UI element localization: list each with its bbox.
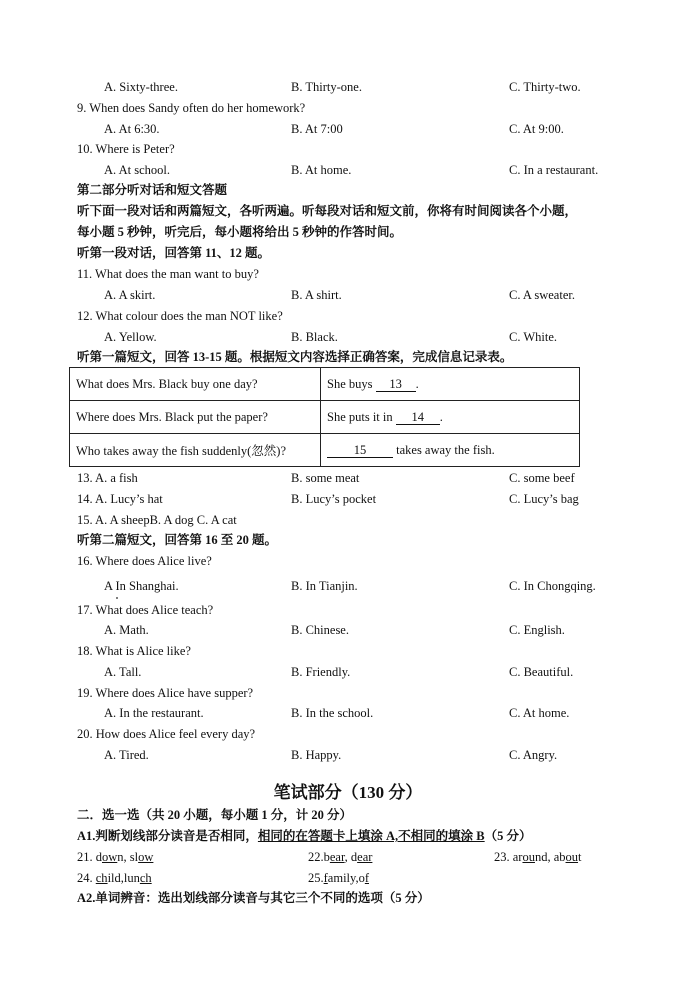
- answer-blank-13: 13: [376, 377, 416, 392]
- q16-option-b: B. In Tianjin.: [291, 579, 358, 593]
- table-question-cell: Where does Mrs. Black put the paper?: [70, 401, 321, 434]
- q19-stem: 19. Where does Alice have supper?: [77, 686, 254, 700]
- q9-option-a: A. At 6:30.: [104, 122, 160, 136]
- q20-option-c: C. Angry.: [509, 748, 558, 762]
- q19-option-a: A. In the restaurant.: [104, 706, 204, 720]
- q23: 23. around, about: [494, 850, 582, 864]
- table-row: [70, 401, 580, 434]
- dialog-heading: 听第一段对话，回答第 11、12 题。: [77, 246, 271, 260]
- a1-head: A1.判断划线部分读音是否相同，: [77, 829, 258, 843]
- table-question-cell: What does Mrs. Black buy one day?: [70, 368, 321, 401]
- table-answer-cell: [321, 401, 580, 434]
- q13-option-c: C. some beef: [509, 471, 575, 485]
- q17-option-c: C. English.: [509, 623, 565, 637]
- a1-tail: （5 分）: [484, 829, 532, 843]
- q10-option-c: C. In a restaurant.: [509, 163, 599, 177]
- q8-option-a: A. Sixty-three.: [104, 80, 178, 94]
- q19-option-b: B. In the school.: [291, 706, 374, 720]
- table-answer-cell: [321, 368, 580, 401]
- q13-option-b: B. some meat: [291, 471, 360, 485]
- answer-blank-14: 14: [396, 410, 440, 425]
- q12-option-c: C. White.: [509, 330, 558, 344]
- q18-option-c: C. Beautiful.: [509, 665, 574, 679]
- a1-instruction: [77, 828, 532, 844]
- q11-option-c: C. A sweater.: [509, 288, 575, 302]
- q13-option-a: 13. A. a fish: [77, 471, 138, 485]
- answer-suffix: takes away the fish.: [393, 442, 495, 457]
- part2-heading: 第二部分听对话和短文答题: [77, 183, 228, 197]
- q24: 24. child,lunch: [77, 871, 152, 885]
- table-question-cell: Who takes away the fish suddenly(忽然)?: [70, 434, 321, 467]
- answer-prefix: She puts it in: [327, 409, 396, 424]
- section2-heading: 二．选一选（共 20 小题，每小题 1 分，计 20 分）: [77, 808, 353, 822]
- q11-option-a: A. A skirt.: [104, 288, 156, 302]
- answer-suffix: .: [439, 409, 443, 424]
- passage1-heading: 听第一篇短文，回答 13-15 题。根据短文内容选择正确答案，完成信息记录表。: [77, 350, 513, 364]
- q17-option-a: A. Math.: [104, 623, 149, 637]
- q9-option-b: B. At 7:00: [291, 122, 343, 136]
- q18-option-a: A. Tall.: [104, 665, 142, 679]
- a2-instruction: A2.单词辨音：选出划线部分读音与其它三个不同的选项（5 分）: [77, 891, 430, 905]
- q12-stem: 12. What colour does the man NOT like?: [77, 309, 283, 323]
- q8-option-c: C. Thirty-two.: [509, 80, 581, 94]
- a1-underlined: 相同的在答题卡上填涂 A,不相同的填涂 B: [257, 829, 485, 843]
- passage2-heading: 听第二篇短文，回答第 16 至 20 题。: [77, 533, 278, 547]
- q10-stem: 10. Where is Peter?: [77, 142, 175, 156]
- q17-option-b: B. Chinese.: [291, 623, 349, 637]
- q15-options: 15. A. A sheepB. A dog C. A cat: [77, 513, 237, 527]
- q17-stem: 17. What does Alice teach?: [77, 603, 214, 617]
- info-record-table: [69, 367, 580, 467]
- q22: 22.bear, dear: [308, 850, 373, 864]
- q12-option-a: A. Yellow.: [104, 330, 157, 344]
- q9-option-c: C. At 9:00.: [509, 122, 564, 136]
- q16-stem: 16. Where does Alice live?: [77, 554, 212, 568]
- table-row: [70, 434, 580, 467]
- q10-option-a: A. At school.: [104, 163, 170, 177]
- q16-option-c: C. In Chongqing.: [509, 579, 596, 593]
- q19-option-c: C. At home.: [509, 706, 570, 720]
- q18-stem: 18. What is Alice like?: [77, 644, 191, 658]
- answer-suffix: .: [415, 376, 419, 391]
- q20-stem: 20. How does Alice feel every day?: [77, 727, 256, 741]
- table-answer-cell: [321, 434, 580, 467]
- q18-option-b: B. Friendly.: [291, 665, 351, 679]
- answer-blank-15: 15: [327, 443, 393, 458]
- q10-option-b: B. At home.: [291, 163, 352, 177]
- table-row: [70, 368, 580, 401]
- q21: 21. down, slow: [77, 850, 154, 864]
- part2-instruction-line1: 听下面一段对话和两篇短文，各听两遍。听每段对话和短文前，你将有时间阅读各个小题，: [77, 204, 578, 218]
- q14-option-a: 14. A. Lucy’s hat: [77, 492, 163, 506]
- q25: 25.family,of: [308, 871, 369, 885]
- q14-option-c: C. Lucy’s bag: [509, 492, 579, 506]
- q11-stem: 11. What does the man want to buy?: [77, 267, 259, 281]
- q9-stem: 9. When does Sandy often do her homework?: [77, 101, 306, 115]
- q16-option-a: A In Shanghai.: [104, 579, 179, 593]
- q14-option-b: B. Lucy’s pocket: [291, 492, 377, 506]
- written-part-title: 笔试部分（130 分）: [273, 783, 423, 802]
- q8-option-b: B. Thirty-one.: [291, 80, 362, 94]
- stray-dot: [116, 597, 118, 599]
- part2-instruction-line2: 每小题 5 秒钟，听完后，每小题将给出 5 秒钟的作答时间。: [77, 225, 403, 239]
- q20-option-b: B. Happy.: [291, 748, 342, 762]
- q12-option-b: B. Black.: [291, 330, 338, 344]
- q20-option-a: A. Tired.: [104, 748, 149, 762]
- answer-prefix: She buys: [327, 376, 376, 391]
- q11-option-b: B. A shirt.: [291, 288, 342, 302]
